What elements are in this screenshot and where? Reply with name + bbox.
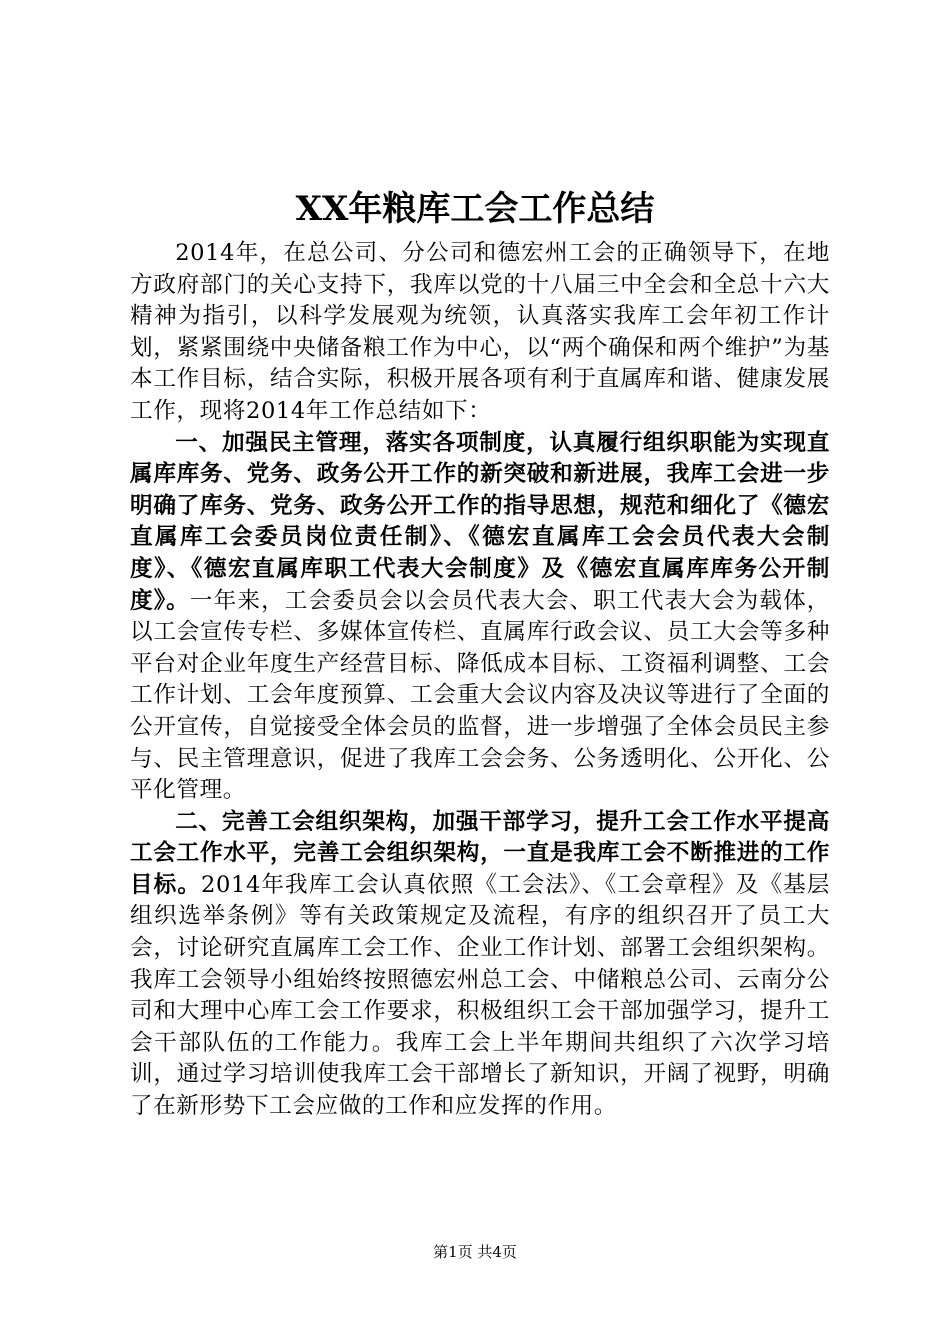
document-title: XX年粮库工会工作总结 xyxy=(295,189,655,229)
paragraph-text: 2014年我库工会认真依照《工会法》、《工会章程》及《基层组织选举条例》等有关政策规定及流程，有序的组织召开了员工大会，讨论研究直属库工会工作、企业工作计划、部署工会组织架构。我库工会领导小组始终按照德宏州总工会、中储粮总公司、云南分公司和大理中心库工会工作要求，积极组织工会干部加强学习，提升工会干部队伍的工作能力。我库工会上半年期间共组织了六次学习培训，通过学习培训使我库工会干部增长了新知识，开阔了视野，明确了在新形势下工会应做的工作和应发挥的作用。 xyxy=(130,871,830,1120)
paragraph-intro xyxy=(130,238,830,428)
paragraph-section-2 xyxy=(130,807,830,1123)
section-2-heading: 二、完善工会组织架构，加强干部学习，提升工会工作水平提高工会工作水平，完善工会组织架构，一直是我库工会不断推进的工作目标。 xyxy=(130,808,830,898)
document-body xyxy=(130,238,830,1123)
page-footer: 第1页 共4页 xyxy=(433,1243,517,1261)
section-1-heading: 一、加强民主管理，落实各项制度，认真履行组织职能为实现直属库库务、党务、政务公开工作的新突破和新进展，我库工会进一步明确了库务、党务、政务公开工作的指导思想，规范和细化了《德宏直属库工会委员岗位责任制》、《德宏直属库工会会员代表大会制度》、《德宏直属库职工代表大会制度》及《德宏直属库库务公开制度》。 xyxy=(130,429,830,614)
paragraph-section-1 xyxy=(130,428,830,807)
paragraph-text: 一年来，工会委员会以会员代表大会、职工代表大会为载体，以工会宣传专栏、多媒体宣传栏、直属库行政会议、员工大会等多种平台对企业年度生产经营目标、降低成本目标、工资福利调整、工会工作计划、工会年度预算、工会重大会议内容及决议等进行了全面的公开宣传，自觉接受全体会员的监督，进一步增强了全体会员民主参与、民主管理意识，促进了我库工会会务、公务透明化、公开化、公平化管理。 xyxy=(130,587,831,804)
paragraph-text: 2014年，在总公司、分公司和德宏州工会的正确领导下，在地方政府部门的关心支持下，我库以党的十八届三中全会和全总十六大精神为指引，以科学发展观为统领，认真落实我库工会年初工作计划，紧紧围绕中央储备粮工作为中心，以“两个确保和两个维护”为基本工作目标，结合实际，积极开展各项有利于直属库和谐、健康发展工作，现将2014年工作总结如下： xyxy=(130,240,830,424)
